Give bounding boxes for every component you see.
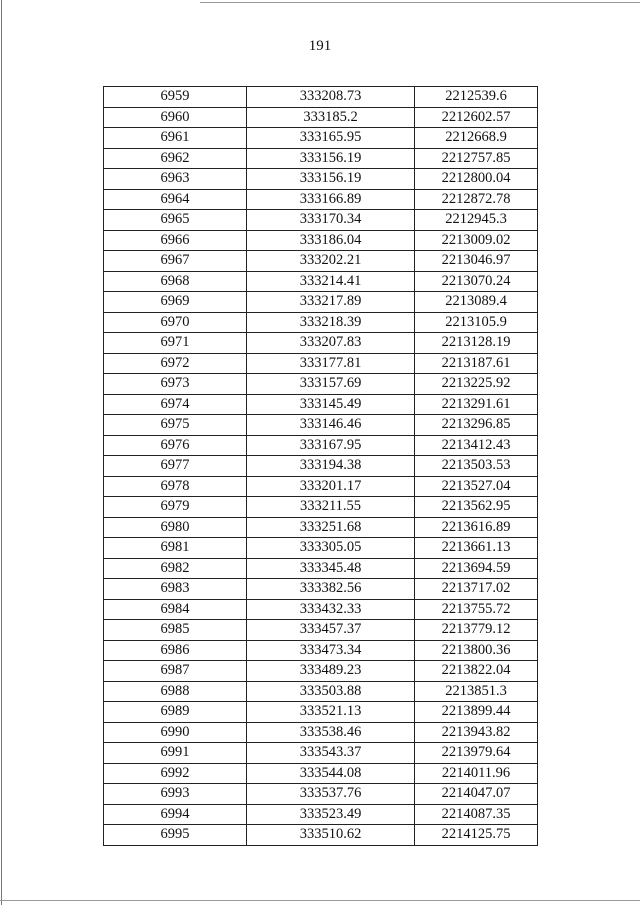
x-coordinate-cell: 333156.19 bbox=[247, 169, 415, 190]
point-number-cell: 6974 bbox=[104, 394, 247, 415]
x-coordinate-cell: 333251.68 bbox=[247, 517, 415, 538]
y-coordinate-cell: 2213128.19 bbox=[415, 333, 538, 354]
point-number-cell: 6984 bbox=[104, 599, 247, 620]
point-number-cell: 6975 bbox=[104, 415, 247, 436]
y-coordinate-cell: 2214125.75 bbox=[415, 825, 538, 846]
table-row bbox=[104, 251, 538, 272]
point-number-cell: 6994 bbox=[104, 804, 247, 825]
y-coordinate-cell: 2213661.13 bbox=[415, 538, 538, 559]
table-row bbox=[104, 415, 538, 436]
point-number-cell: 6993 bbox=[104, 784, 247, 805]
point-number-cell: 6980 bbox=[104, 517, 247, 538]
table-row bbox=[104, 107, 538, 128]
y-coordinate-cell: 2213187.61 bbox=[415, 353, 538, 374]
point-number-cell: 6987 bbox=[104, 661, 247, 682]
y-coordinate-cell: 2213070.24 bbox=[415, 271, 538, 292]
point-number-cell: 6982 bbox=[104, 558, 247, 579]
table-row bbox=[104, 702, 538, 723]
x-coordinate-cell: 333170.34 bbox=[247, 210, 415, 231]
y-coordinate-cell: 2213943.82 bbox=[415, 722, 538, 743]
table-row bbox=[104, 292, 538, 313]
point-number-cell: 6992 bbox=[104, 763, 247, 784]
x-coordinate-cell: 333211.55 bbox=[247, 497, 415, 518]
point-number-cell: 6963 bbox=[104, 169, 247, 190]
table-row bbox=[104, 353, 538, 374]
table-row bbox=[104, 538, 538, 559]
point-number-cell: 6964 bbox=[104, 189, 247, 210]
table-row bbox=[104, 148, 538, 169]
y-coordinate-cell: 2213851.3 bbox=[415, 681, 538, 702]
x-coordinate-cell: 333177.81 bbox=[247, 353, 415, 374]
x-coordinate-cell: 333214.41 bbox=[247, 271, 415, 292]
x-coordinate-cell: 333167.95 bbox=[247, 435, 415, 456]
x-coordinate-cell: 333538.46 bbox=[247, 722, 415, 743]
point-number-cell: 6983 bbox=[104, 579, 247, 600]
table-row bbox=[104, 620, 538, 641]
table-row bbox=[104, 517, 538, 538]
point-number-cell: 6991 bbox=[104, 743, 247, 764]
point-number-cell: 6965 bbox=[104, 210, 247, 231]
y-coordinate-cell: 2213562.95 bbox=[415, 497, 538, 518]
y-coordinate-cell: 2213800.36 bbox=[415, 640, 538, 661]
point-number-cell: 6973 bbox=[104, 374, 247, 395]
table-row bbox=[104, 681, 538, 702]
point-number-cell: 6988 bbox=[104, 681, 247, 702]
x-coordinate-cell: 333382.56 bbox=[247, 579, 415, 600]
y-coordinate-cell: 2213822.04 bbox=[415, 661, 538, 682]
point-number-cell: 6970 bbox=[104, 312, 247, 333]
y-coordinate-cell: 2213046.97 bbox=[415, 251, 538, 272]
y-coordinate-cell: 2213225.92 bbox=[415, 374, 538, 395]
table-row bbox=[104, 189, 538, 210]
y-coordinate-cell: 2213296.85 bbox=[415, 415, 538, 436]
table-row bbox=[104, 210, 538, 231]
y-coordinate-cell: 2213717.02 bbox=[415, 579, 538, 600]
y-coordinate-cell: 2213979.64 bbox=[415, 743, 538, 764]
point-number-cell: 6971 bbox=[104, 333, 247, 354]
y-coordinate-cell: 2212602.57 bbox=[415, 107, 538, 128]
x-coordinate-cell: 333218.39 bbox=[247, 312, 415, 333]
y-coordinate-cell: 2213779.12 bbox=[415, 620, 538, 641]
x-coordinate-cell: 333473.34 bbox=[247, 640, 415, 661]
point-number-cell: 6969 bbox=[104, 292, 247, 313]
x-coordinate-cell: 333156.19 bbox=[247, 148, 415, 169]
x-coordinate-cell: 333146.46 bbox=[247, 415, 415, 436]
table-row bbox=[104, 128, 538, 149]
table-row bbox=[104, 271, 538, 292]
table-row bbox=[104, 743, 538, 764]
table-row bbox=[104, 456, 538, 477]
y-coordinate-cell: 2214011.96 bbox=[415, 763, 538, 784]
x-coordinate-cell: 333194.38 bbox=[247, 456, 415, 477]
y-coordinate-cell: 2213503.53 bbox=[415, 456, 538, 477]
y-coordinate-cell: 2214087.35 bbox=[415, 804, 538, 825]
point-number-cell: 6979 bbox=[104, 497, 247, 518]
table-row bbox=[104, 825, 538, 846]
table-row bbox=[104, 579, 538, 600]
y-coordinate-cell: 2212539.6 bbox=[415, 87, 538, 108]
x-coordinate-cell: 333489.23 bbox=[247, 661, 415, 682]
point-number-cell: 6985 bbox=[104, 620, 247, 641]
y-coordinate-cell: 2212945.3 bbox=[415, 210, 538, 231]
point-number-cell: 6978 bbox=[104, 476, 247, 497]
x-coordinate-cell: 333201.17 bbox=[247, 476, 415, 497]
coordinates-table bbox=[103, 86, 538, 846]
point-number-cell: 6977 bbox=[104, 456, 247, 477]
x-coordinate-cell: 333537.76 bbox=[247, 784, 415, 805]
y-coordinate-cell: 2213412.43 bbox=[415, 435, 538, 456]
page-edge-left bbox=[1, 0, 2, 905]
x-coordinate-cell: 333185.2 bbox=[247, 107, 415, 128]
table-row bbox=[104, 169, 538, 190]
y-coordinate-cell: 2213899.44 bbox=[415, 702, 538, 723]
y-coordinate-cell: 2214047.07 bbox=[415, 784, 538, 805]
y-coordinate-cell: 2213009.02 bbox=[415, 230, 538, 251]
point-number-cell: 6986 bbox=[104, 640, 247, 661]
table-row bbox=[104, 784, 538, 805]
page-edge-top bbox=[200, 2, 640, 3]
x-coordinate-cell: 333217.89 bbox=[247, 292, 415, 313]
point-number-cell: 6966 bbox=[104, 230, 247, 251]
point-number-cell: 6995 bbox=[104, 825, 247, 846]
point-number-cell: 6976 bbox=[104, 435, 247, 456]
point-number-cell: 6962 bbox=[104, 148, 247, 169]
x-coordinate-cell: 333544.08 bbox=[247, 763, 415, 784]
table-row bbox=[104, 374, 538, 395]
point-number-cell: 6961 bbox=[104, 128, 247, 149]
x-coordinate-cell: 333186.04 bbox=[247, 230, 415, 251]
y-coordinate-cell: 2213616.89 bbox=[415, 517, 538, 538]
x-coordinate-cell: 333521.13 bbox=[247, 702, 415, 723]
y-coordinate-cell: 2212668.9 bbox=[415, 128, 538, 149]
table-row bbox=[104, 435, 538, 456]
x-coordinate-cell: 333157.69 bbox=[247, 374, 415, 395]
y-coordinate-cell: 2212757.85 bbox=[415, 148, 538, 169]
x-coordinate-cell: 333457.37 bbox=[247, 620, 415, 641]
y-coordinate-cell: 2213105.9 bbox=[415, 312, 538, 333]
y-coordinate-cell: 2212872.78 bbox=[415, 189, 538, 210]
x-coordinate-cell: 333202.21 bbox=[247, 251, 415, 272]
x-coordinate-cell: 333208.73 bbox=[247, 87, 415, 108]
x-coordinate-cell: 333305.05 bbox=[247, 538, 415, 559]
table-row bbox=[104, 640, 538, 661]
point-number-cell: 6972 bbox=[104, 353, 247, 374]
table-row bbox=[104, 312, 538, 333]
x-coordinate-cell: 333207.83 bbox=[247, 333, 415, 354]
y-coordinate-cell: 2212800.04 bbox=[415, 169, 538, 190]
point-number-cell: 6990 bbox=[104, 722, 247, 743]
table-row bbox=[104, 661, 538, 682]
table-row bbox=[104, 558, 538, 579]
y-coordinate-cell: 2213527.04 bbox=[415, 476, 538, 497]
y-coordinate-cell: 2213755.72 bbox=[415, 599, 538, 620]
x-coordinate-cell: 333432.33 bbox=[247, 599, 415, 620]
point-number-cell: 6959 bbox=[104, 87, 247, 108]
x-coordinate-cell: 333503.88 bbox=[247, 681, 415, 702]
x-coordinate-cell: 333510.62 bbox=[247, 825, 415, 846]
x-coordinate-cell: 333543.37 bbox=[247, 743, 415, 764]
y-coordinate-cell: 2213089.4 bbox=[415, 292, 538, 313]
point-number-cell: 6967 bbox=[104, 251, 247, 272]
table-row bbox=[104, 722, 538, 743]
point-number-cell: 6989 bbox=[104, 702, 247, 723]
table-row bbox=[104, 497, 538, 518]
x-coordinate-cell: 333345.48 bbox=[247, 558, 415, 579]
table-row bbox=[104, 87, 538, 108]
y-coordinate-cell: 2213291.61 bbox=[415, 394, 538, 415]
x-coordinate-cell: 333523.49 bbox=[247, 804, 415, 825]
table-row bbox=[104, 476, 538, 497]
point-number-cell: 6960 bbox=[104, 107, 247, 128]
y-coordinate-cell: 2213694.59 bbox=[415, 558, 538, 579]
coordinates-table-body bbox=[104, 87, 538, 846]
table-row bbox=[104, 599, 538, 620]
page-number: 191 bbox=[308, 38, 332, 54]
x-coordinate-cell: 333145.49 bbox=[247, 394, 415, 415]
table-row bbox=[104, 230, 538, 251]
table-row bbox=[104, 394, 538, 415]
point-number-cell: 6968 bbox=[104, 271, 247, 292]
x-coordinate-cell: 333165.95 bbox=[247, 128, 415, 149]
point-number-cell: 6981 bbox=[104, 538, 247, 559]
page-edge-bottom bbox=[0, 900, 640, 901]
x-coordinate-cell: 333166.89 bbox=[247, 189, 415, 210]
table-row bbox=[104, 333, 538, 354]
table-row bbox=[104, 804, 538, 825]
table-row bbox=[104, 763, 538, 784]
